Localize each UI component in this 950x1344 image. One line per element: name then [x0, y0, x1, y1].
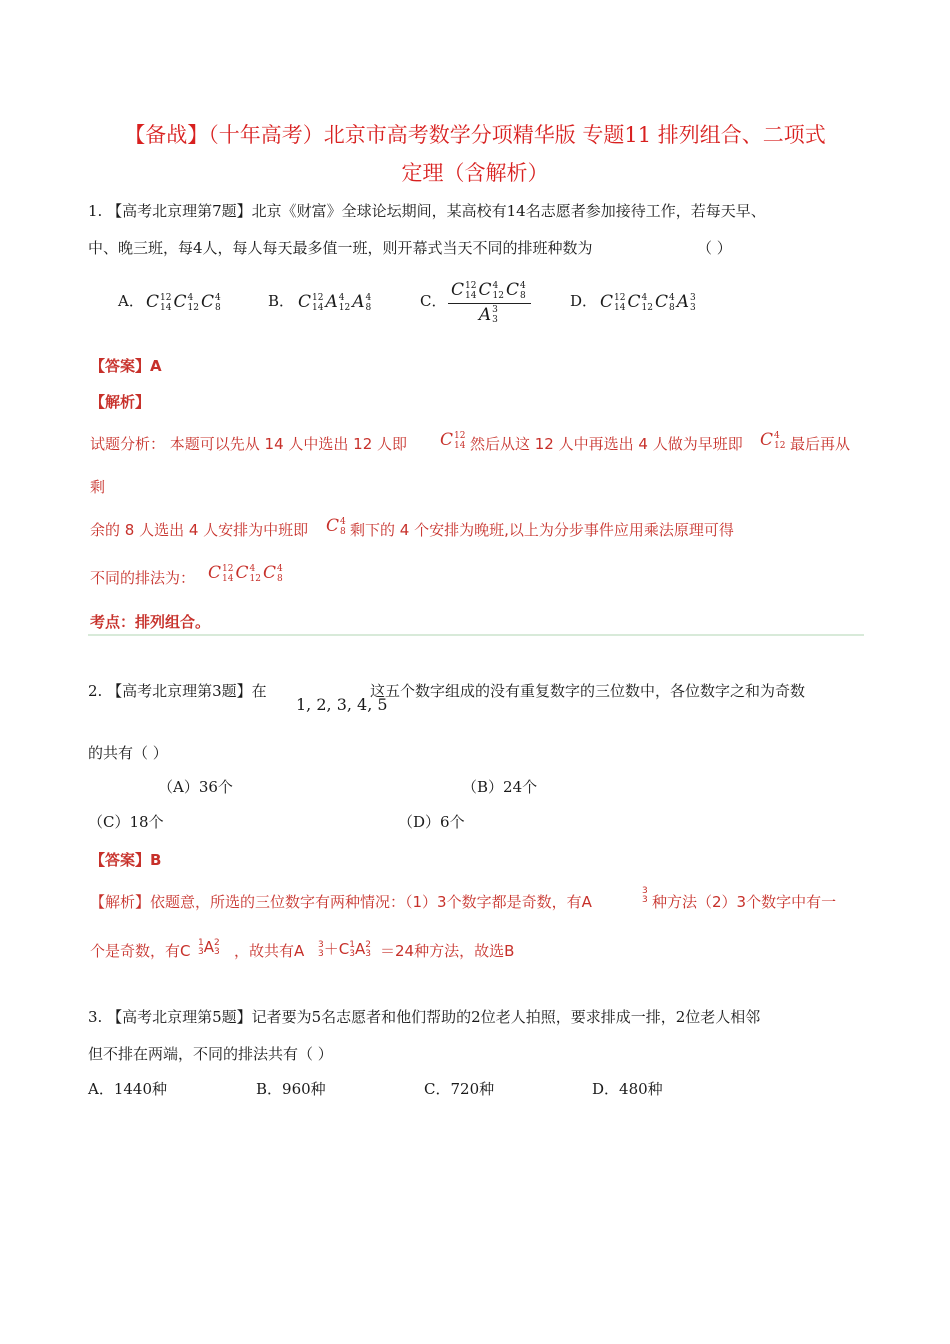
page-title-line2: 定理（含解析） [401, 161, 549, 185]
q1-analysis-heading: 【解析】 [90, 393, 151, 411]
q1-analysis-line2: 剩 [90, 478, 106, 496]
q1-stem-line2: 中、晚三班，每4人，每人每天最多值一班，则开幕式当天不同的排班种数为 [88, 239, 593, 257]
q2-option-d: （D）6个 [398, 813, 465, 831]
q2-analysis-line2c: ＝24种方法，故选B [380, 942, 515, 960]
q2-option-c: （C）18个 [88, 813, 164, 831]
q2-digits: 1, 2, 3, 4, 5 [296, 695, 388, 714]
q1-option-d-formula: C 12 14 C 4 12 C 4 8 A 3 3 [600, 292, 696, 313]
q2-option-a: （A）36个 [158, 778, 233, 796]
section-divider [88, 634, 864, 636]
q2-stem-post: 这五个数字组成的没有重复数字的三位数中，各位数字之和为奇数 [370, 682, 806, 700]
q3-option-b: B．960种 [256, 1080, 326, 1098]
q3-stem-line1: 3. 【高考北京理第5题】记者要为5名志愿者和他们帮助的2位老人拍照，要求排成一排，2位老人相邻 [88, 1008, 761, 1026]
q1-analysis-line1c: 最后再从 [790, 435, 851, 453]
q1-analysis-line1a: 试题分析： 本题可以先从 14 人中选出 12 人即 [90, 435, 408, 453]
q2-analysis-line1a: 【解析】依题意，所选的三位数字有两种情况：（1）3个数字都是奇数，有A [90, 893, 592, 911]
q3-stem-line2: 但不排在两端，不同的排法共有（ ） [88, 1045, 333, 1063]
q1-analysis-formula-1: C 12 14 [440, 430, 466, 451]
q1-option-a-label: A． [118, 292, 144, 310]
q1-analysis-line1b: 然后从这 12 人中再选出 4 人做为早班即 [470, 435, 743, 453]
q1-analysis-formula-4: C 12 14 C 4 12 C 4 8 [208, 563, 283, 584]
q1-answer: 【答案】A [90, 357, 162, 375]
q2-analysis-line2b: ，故共有A [234, 942, 305, 960]
q1-option-b-formula: C 12 14 A 4 12 A 4 8 [298, 292, 372, 313]
q2-analysis-sup-1: 3 3 [642, 886, 648, 905]
q2-stem-pre: 2. 【高考北京理第3题】在 [88, 682, 267, 700]
q1-analysis-formula-3: C 4 8 [326, 516, 346, 537]
q3-option-c: C．720种 [424, 1080, 495, 1098]
q1-kaodian: 考点：排列组合。 [90, 613, 211, 631]
q1-stem-line1: 1. 【高考北京理第7题】北京《财富》全球论坛期间，某高校有14名志愿者参加接待工作，若每天早、 [88, 202, 766, 220]
page-title-line1: 【备战】（十年高考）北京市高考数学分项精华版 专题11 排列组合、二项式 [124, 123, 826, 147]
q1-analysis-line3b: 剩下的 4 个安排为晚班,以上为分步事件应用乘法原理可得 [350, 521, 734, 539]
q3-option-d: D．480种 [592, 1080, 663, 1098]
q2-analysis-line1b: 种方法（2）3个数字中有一 [652, 893, 837, 911]
q1-option-a-formula: C 12 14 C 4 12 C 4 8 [146, 292, 221, 313]
q1-analysis-line3a: 余的 8 人选出 4 人安排为中班即 [90, 521, 309, 539]
q2-analysis-expr-2: 3 3＋C1 3A2 3 [318, 939, 371, 959]
q2-analysis-expr-1: 1 3A2 3 [198, 937, 220, 957]
q1-option-c-label: C． [420, 292, 447, 310]
q1-answer-paren: （ ） [697, 239, 732, 257]
q1-analysis-line4: 不同的排法为： [90, 569, 196, 587]
q2-option-b: （B）24个 [462, 778, 538, 796]
q1-analysis-formula-2: C 4 12 [760, 430, 786, 451]
q2-answer: 【答案】B [90, 851, 162, 869]
q2-analysis-line2a: 个是奇数，有C [90, 942, 191, 960]
q2-stem-line2: 的共有（ ） [88, 744, 168, 762]
q1-option-d-label: D． [570, 292, 598, 310]
q1-option-c-formula: C 12 14 C 4 12 C 4 8 A 3 3 [448, 280, 531, 325]
q1-option-b-label: B． [268, 292, 295, 310]
q3-option-a: A．1440种 [88, 1080, 168, 1098]
